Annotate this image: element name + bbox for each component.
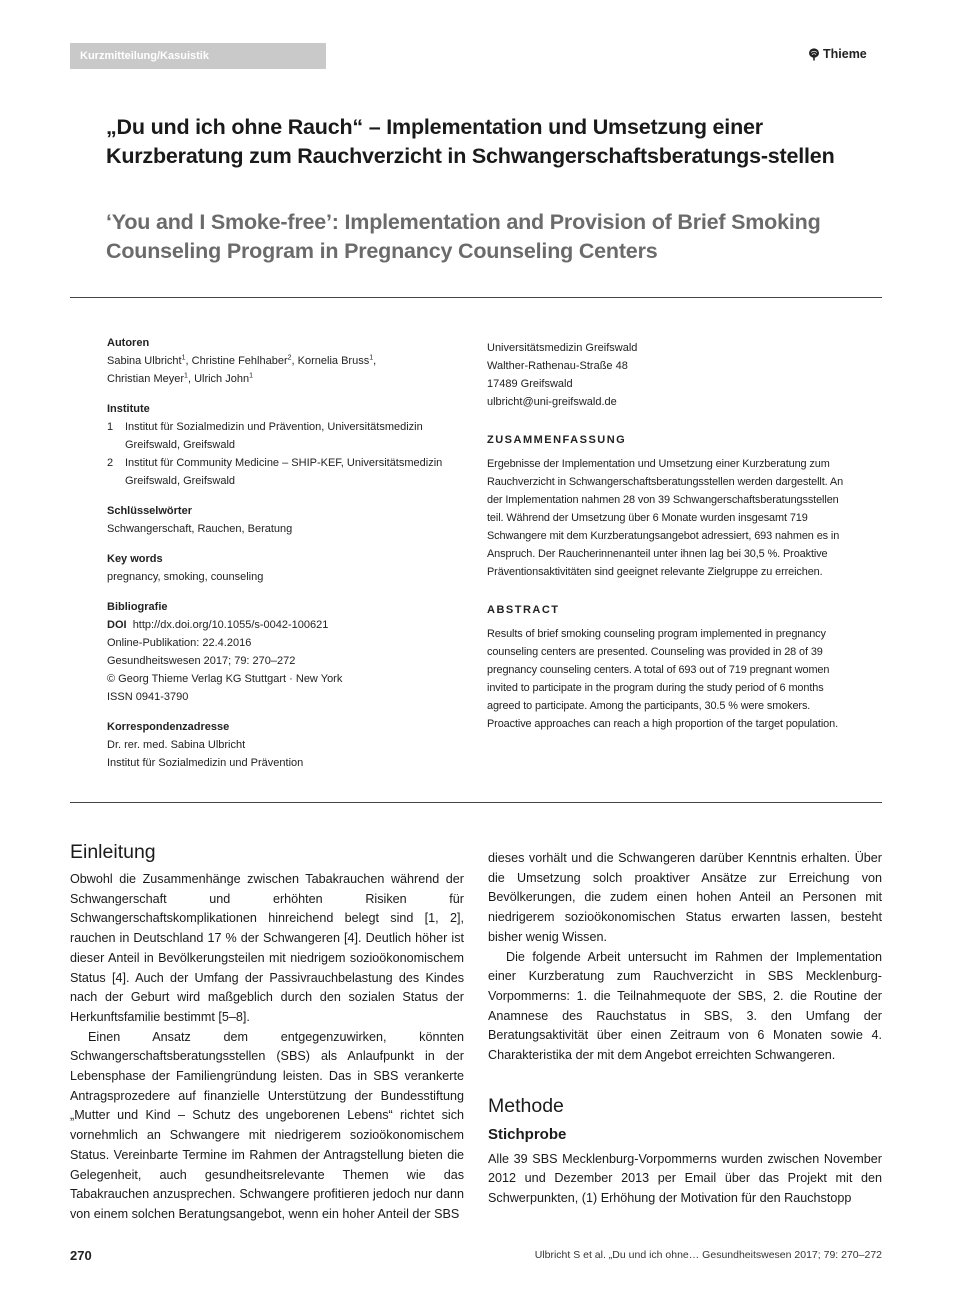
journal-citation: Gesundheitswesen 2017; 79: 270–272 <box>107 655 296 667</box>
email-link[interactable]: ulbricht@uni-greifswald.de <box>487 396 617 408</box>
publisher-name: Thieme <box>823 47 867 61</box>
author: Christian Meyer$^1$, <box>107 372 195 385</box>
zusammenfassung-text: Ergebnisse der Implementation und Umsetzung einer Kurzberatung zum Rauchverzicht in Schwangerschaftsberatungsstellen werden dargestellt. An der Implementation nahmen 28 von 39 Schwangerschaftsberatungsstellen teil. Während der Umsetzung über 6 Monate wurden insgesamt 719 Schwangere mit dem Kurzberatungsangebot adressiert, 693 nahmen es in Anspruch. Der Raucherinnenanteil unter ihnen lag bei 30,5 %. Proaktive Präventionsaktivitäten sind geeignet relevante Zielgruppe zu erreichen. <box>487 458 844 578</box>
abstract-column <box>487 339 847 733</box>
correspondence-name: Dr. rer. med. Sabina Ulbricht <box>107 739 246 751</box>
bibliography-label: Bibliografie <box>107 601 168 613</box>
correspondence-institute: Institut für Sozialmedizin und Prävention <box>107 757 304 769</box>
authors-line-1 <box>107 352 477 370</box>
institutes-label: Institute <box>107 403 150 415</box>
copyright: © Georg Thieme Verlag KG Stuttgart · New York <box>107 673 343 685</box>
footer-citation: Ulbricht S et al. „Du und ich ohne… Gesundheitswesen 2017; 79: 270–272 <box>534 1249 882 1261</box>
correspondence-address <box>487 339 847 411</box>
methode-heading: Methode <box>488 1094 564 1117</box>
title-german: „Du und ich ohne Rauch“ – Implementation und Umsetzung einer Kurzberatung zum Rauchverzicht in Schwangerschaftsberatungs-stellen <box>106 115 835 168</box>
publisher-logo <box>808 47 867 61</box>
address-line: 17489 Greifswald <box>487 378 573 390</box>
paragraph: dieses vorhält und die Schwangeren darüber Kenntnis erhalten. Über die Umsetzung solch proaktiver Ansätze zur Erreichung von Bevölkerungen, die zudem einen hohen Anteil an Personen mit niedrigerem sozioökonomischen Status erwarten lassen, besteht bisher wenig Wissen. <box>488 851 882 944</box>
address-line: Universitätsmedizin Greifswald <box>487 342 638 354</box>
address-line: Walther-Rathenau-Straße 48 <box>487 360 628 372</box>
author: Sabina Ulbricht$^1$, <box>107 354 192 367</box>
abstract-heading: ABSTRACT <box>487 604 560 616</box>
keywords-en-label: Key words <box>107 553 163 565</box>
body-column-left <box>70 840 464 1225</box>
keywords-en: pregnancy, smoking, counseling <box>107 571 264 583</box>
keywords-de-label: Schlüsselwörter <box>107 505 192 517</box>
paragraph: Alle 39 SBS Mecklenburg-Vorpommerns wurden zwischen November 2012 und Dezember 2013 per Email über das Projekt mit den Schwerpunkten, (1) Erhöhung der Motivation für den Rauchstopp <box>488 1151 882 1206</box>
doi-line <box>107 616 477 634</box>
doi-label: DOI <box>107 619 127 631</box>
paragraph: Obwohl die Zusammenhänge zwischen Tabakrauchen während der Schwangerschaft und erhöhten Risiken für Schwangerschaftskomplikationen hinreichend belegt sind [1, 2], rauchen in Deutschland 17 % der Schwangeren [4]. Deutlich höher ist dieser Anteil in Bevölkerungsteilen mit niedrigem sozioökonomischem Status [4]. Auch der Umfang der Passivrauchbelastung des Kindes nach der Geburt wird maßgeblich durch den sozialen Status der Herkunftsfamilie bestimmt [5–8]. <box>70 872 464 1024</box>
institute-item: 1 Institut für Sozialmedizin und Prävention, Universitätsmedizin Greifswald, Greifswald <box>107 421 423 451</box>
correspondence-label: Korrespondenzadresse <box>107 721 230 733</box>
category-tab <box>70 43 326 69</box>
keywords-de: Schwangerschaft, Rauchen, Beratung <box>107 523 293 535</box>
author: Christine Fehlhaber$^2$, <box>191 354 298 367</box>
paragraph: Einen Ansatz dem entgegenzuwirken, könnten Schwangerschaftsberatungsstellen (SBS) als Anlaufpunkt in der Lebensphase der Familiengründung leisten. Das in SBS verankerte Antragsprozedere auf finanzielle Unterstützung der Bundesstiftung „Mutter und Kind – Schutz des ungeborenen Lebens“ richtet sich vornehmlich an Schwangere mit niedrigerem sozioökonomischem Status. Vereinbarte Termine im Rahmen der Antragstellung bieten die Gelegenheit, auch gesundheitsrelevante Themen wie das Tabakrauchen anzusprechen. Schwangere profitieren jedoch nur dann von einem solchen Beratungsangebot, wenn ein hoher Anteil der SBS <box>70 1029 464 1221</box>
paragraph: Die folgende Arbeit untersucht im Rahmen der Implementation einer Kurzberatung zum Rauchverzicht in SBS Mecklenburg-Vorpommerns: 1. die Teilnahmequote der SBS, 2. die Routine der Anamnese des Rauchstatus in SBS, 3. den Umfang der Beratungsaktivität über einen Zeitraum von 6 Monaten sowie 4. Charakteristika der mit dem Angebot erreichten Schwangeren. <box>488 949 882 1063</box>
online-publication: Online-Publikation: 22.4.2016 <box>107 637 252 649</box>
author: Kornelia Bruss$^1$, <box>297 354 377 367</box>
authors-label: Autoren <box>107 337 150 349</box>
zusammenfassung-heading: ZUSAMMENFASSUNG <box>487 434 627 446</box>
einleitung-heading: Einleitung <box>70 841 156 863</box>
author: Ulrich John$^1$ <box>194 372 253 385</box>
body-column-right <box>488 849 882 1209</box>
doi-link[interactable]: http://dx.doi.org/10.1055/s-0042-100621 <box>132 619 329 631</box>
stichprobe-heading: Stichprobe <box>488 1125 567 1143</box>
divider-middle <box>70 802 882 803</box>
institute-item: 2 Institut für Community Medicine – SHIP-KEF, Universitätsmedizin Greifswald, Greifswald <box>107 457 443 487</box>
title-english: ‘You and I Smoke-free’: Implementation and Provision of Brief Smoking Counseling Program in Pregnancy Counseling Centers <box>106 210 821 263</box>
issn: ISSN 0941-3790 <box>107 691 189 703</box>
authors-line-2 <box>107 370 477 388</box>
article-metadata <box>107 334 477 772</box>
thieme-tree-icon <box>808 48 820 61</box>
divider-top <box>70 297 882 298</box>
category-label: Kurzmitteilung/Kasuistik <box>80 50 209 62</box>
page-number: 270 <box>70 1248 92 1263</box>
abstract-text: Results of brief smoking counseling program implemented in pregnancy counseling centers are presented. Counseling was provided in 28 of 39 pregnancy counseling centers. A total of 693 out of 719 pregnant women invited to participate in the program during the study period of 6 months agreed to participate. Among the participants, 30.5 % were smokers. Proactive approaches can reach a high proportion of the target population. <box>487 628 839 730</box>
